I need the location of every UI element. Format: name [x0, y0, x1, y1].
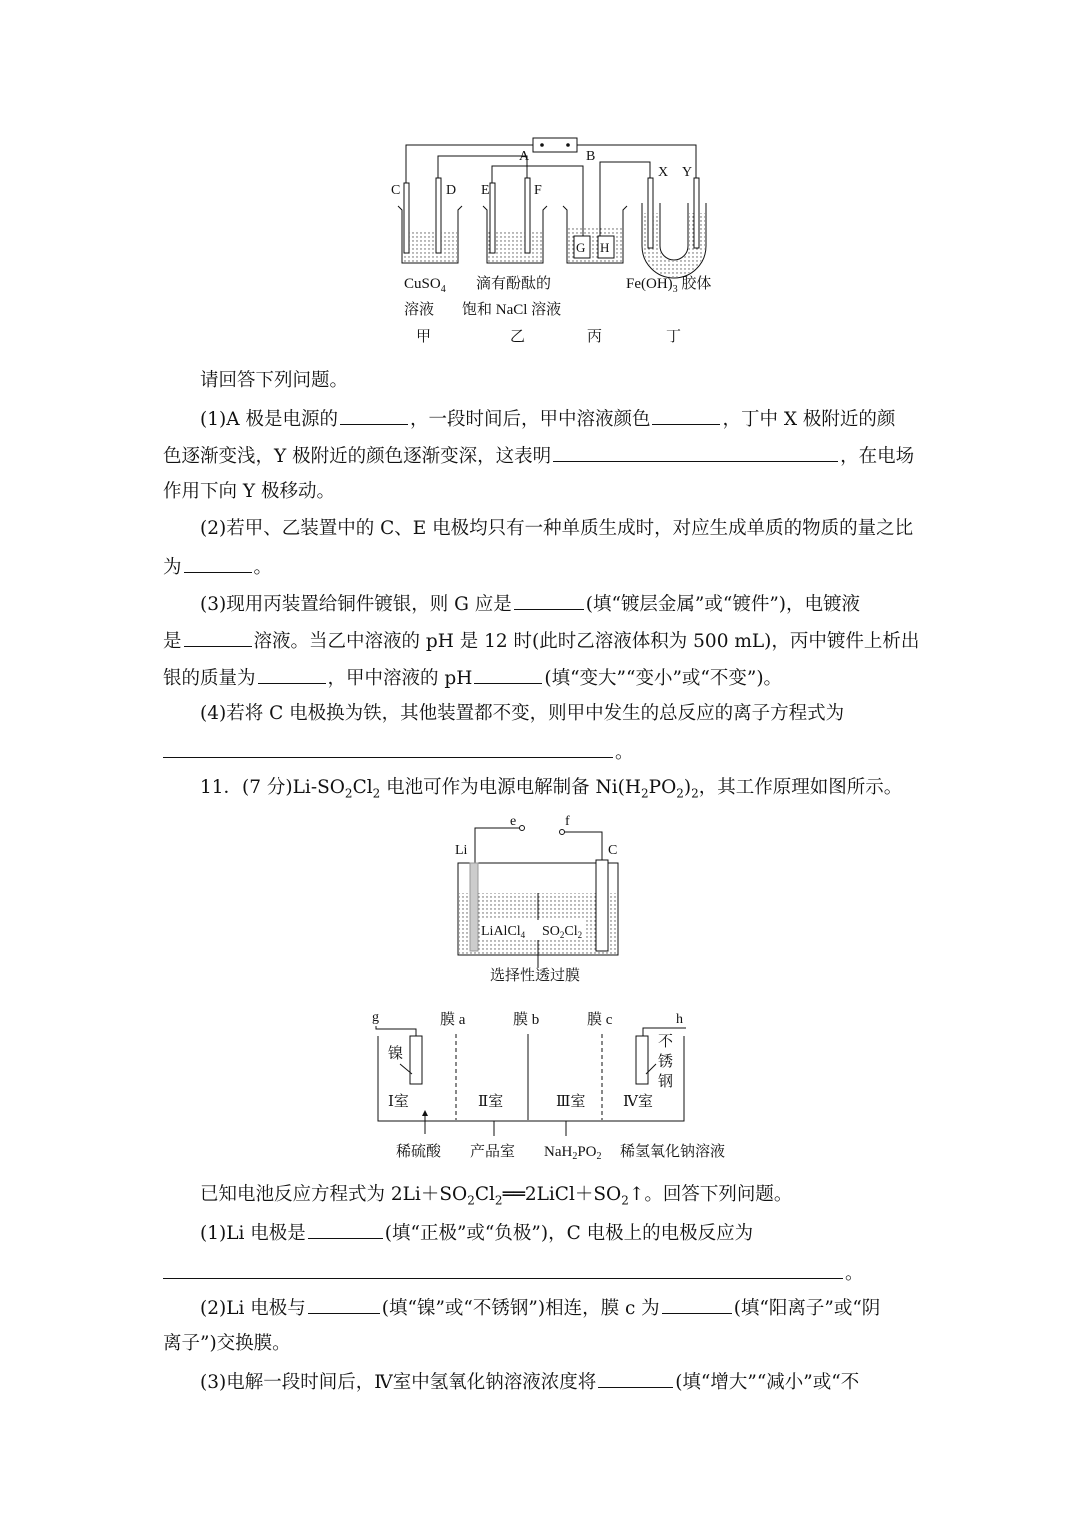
answer-blank[interactable]	[553, 443, 838, 462]
q11-part1-line2: 。	[163, 1260, 915, 1286]
label-G: G	[576, 240, 586, 255]
q10-part1-line2: 色逐渐变浅，Y 极附近的颜色逐渐变深，这表明 ，在电场	[163, 443, 915, 469]
label-H: H	[600, 240, 610, 255]
q10-intro: 请回答下列问题。	[200, 370, 349, 391]
name-jia: 甲	[416, 329, 432, 345]
caption-nacl: 饱和 NaCl 溶液	[462, 302, 562, 318]
label-A: A	[519, 149, 530, 164]
q10-part4-line2: 。	[163, 739, 915, 765]
q11-part1-line1: (1)Li 电极是 (填“正极”或“负极”)，C 电极上的电极反应为	[200, 1220, 915, 1246]
q10-part4-line1: (4)若将 C 电极换为铁，其他装置都不变，则甲中发生的总反应的离子方程式为	[200, 703, 845, 724]
label-stainless-2: 锈	[658, 1054, 674, 1070]
label-membrane-b: 膜 b	[513, 1012, 540, 1028]
label-B: B	[586, 149, 596, 164]
electrolysis-cell-figure	[368, 1006, 748, 1166]
q10-part1-line1: (1)A 极是电源的 ，一段时间后，甲中溶液颜色 ，丁中 X 极附近的颜	[200, 406, 915, 432]
q10-part2-line1: (2)若甲、乙装置中的 C、E 电极均只有一种单质生成时，对应生成单质的物质的量之比	[200, 518, 914, 539]
room-4: Ⅳ室	[623, 1094, 653, 1110]
q10-part3-line1: (3)现用丙装置给铜件镀银，则 G 应是 (填“镀层金属”或“镀件”)，电镀液	[200, 591, 915, 617]
q11-part2-line2: 离子”)交换膜。	[163, 1333, 291, 1354]
label-F: F	[534, 183, 542, 198]
answer-blank[interactable]	[514, 591, 584, 610]
label-nickel: 镍	[388, 1046, 404, 1062]
answer-blank[interactable]	[652, 406, 720, 425]
label-e: e	[510, 814, 517, 829]
label-battery-C: C	[608, 843, 618, 858]
answer-blank[interactable]	[258, 665, 326, 684]
answer-blank[interactable]	[598, 1369, 673, 1388]
q11-heading: 11．(7 分)$Li-SO_2Cl_2$ 电池可作为电源电解制备 $Ni(H_2PO_2)_2$，其工作原理如图所示。	[200, 777, 903, 801]
electrolysis-apparatus-figure	[380, 128, 740, 348]
label-X: X	[658, 165, 669, 180]
answer-blank[interactable]	[340, 406, 408, 425]
answer-blank[interactable]	[163, 739, 613, 758]
q10-part2-line2: 为 。	[163, 554, 915, 580]
label-membrane-a: 膜 a	[440, 1012, 466, 1028]
label-Y: Y	[682, 165, 693, 180]
room-3: Ⅲ室	[556, 1094, 586, 1110]
caption-cuso4-solution: 溶液	[404, 302, 435, 318]
answer-blank[interactable]	[184, 628, 252, 647]
label-C: C	[391, 183, 401, 198]
name-yi: 乙	[510, 329, 526, 345]
label-product-room: 产品室	[470, 1144, 516, 1160]
q10-part1-line3: 作用下向 Y 极移动。	[163, 481, 335, 502]
name-ding: 丁	[666, 329, 682, 345]
caption-cuso4: CuSO$_4$	[404, 276, 446, 295]
q11-part3-line1: (3)电解一段时间后，Ⅳ室中氢氧化钠溶液浓度将 (填“增大”“减小”或“不	[200, 1369, 915, 1395]
answer-blank[interactable]	[184, 554, 252, 573]
label-Li: Li	[455, 843, 468, 858]
answer-blank[interactable]	[308, 1220, 383, 1239]
q10-part3-line2: 是 溶液。当乙中溶液的 pH 是 12 时(此时乙溶液体积为 500 mL)，丙中镀件上析出	[163, 628, 915, 654]
room-1: Ⅰ室	[388, 1094, 409, 1110]
answer-blank[interactable]	[662, 1295, 732, 1314]
label-h: h	[676, 1012, 683, 1027]
answer-blank[interactable]	[474, 665, 542, 684]
caption-phenol: 滴有酚酞的	[476, 276, 552, 292]
label-D: D	[446, 183, 457, 198]
q11-part2-line1: (2)Li 电极与 (填“镍”或“不锈钢”)相连，膜 c 为 (填“阳离子”或“阴	[200, 1295, 915, 1321]
label-dilute-naoh: 稀氢氧化钠溶液	[620, 1144, 726, 1160]
label-stainless-3: 钢	[658, 1074, 674, 1090]
answer-blank[interactable]	[308, 1295, 380, 1314]
label-f: f	[565, 814, 570, 829]
power-source	[533, 138, 577, 152]
name-bing: 丙	[587, 329, 603, 345]
label-nah2po2: $NaH_2PO_2$	[544, 1144, 602, 1162]
q10-part3-line3: 银的质量为 ，甲中溶液的 pH (填“变大”“变小”或“不变”)。	[163, 665, 915, 691]
electrolyte-liAlCl4: LiAlCl$_4$	[481, 924, 526, 940]
label-E: E	[481, 183, 490, 198]
label-g: g	[372, 1010, 379, 1025]
electrolyte-so2cl2: $SO_2Cl_2$	[542, 924, 583, 940]
room-2: Ⅱ室	[478, 1094, 504, 1110]
label-membrane: 选择性透过膜	[490, 968, 581, 984]
label-stainless-1: 不	[658, 1034, 674, 1050]
answer-blank[interactable]	[163, 1260, 843, 1279]
q11-known: 已知电池反应方程式为 $2Li+SO_2Cl_2══2LiCl+SO_2↑$。回答下列问题。	[200, 1184, 793, 1208]
label-membrane-c: 膜 c	[587, 1012, 613, 1028]
label-dilute-sulfuric-acid: 稀硫酸	[396, 1144, 442, 1160]
battery-figure	[450, 808, 630, 988]
caption-feoh3: $Fe(OH)_3$ 胶体	[626, 276, 712, 295]
